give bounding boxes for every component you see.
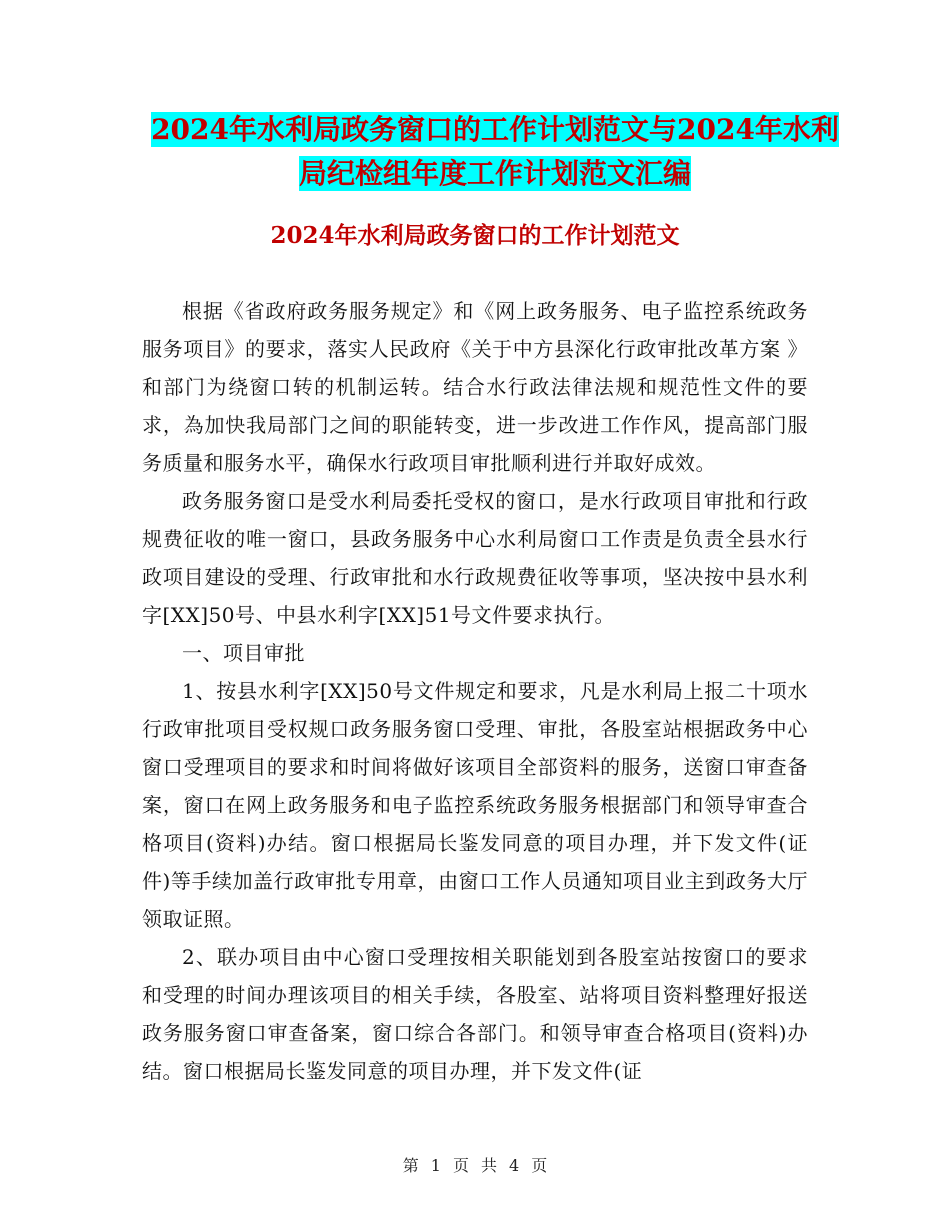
document-title bbox=[140, 108, 850, 196]
heading-project-approval: 一、项目审批 bbox=[182, 641, 305, 665]
footer-label-page: 第 bbox=[402, 1156, 419, 1175]
document-title-line-1: 2024年水利局政务窗口的工作计划范文与2024年水利 bbox=[151, 113, 839, 146]
footer-label-total: 共 bbox=[481, 1156, 498, 1175]
document-title-line-2: 局纪检组年度工作计划范文汇编 bbox=[298, 157, 691, 190]
page-footer bbox=[0, 1155, 950, 1177]
paragraph-4: 2、联办项目由中心窗口受理按相关职能划到各股室站按窗口的要求和受理的时间办理该项目的相关手续，各股室、站将项目资料整理好报送政务服务窗口审查备案，窗口综合各部门。和领导审查合格项目(资料)办结。窗口根据局长鉴发同意的项目办理，并下发文件(证 bbox=[142, 945, 808, 1083]
footer-label-ye2: 页 bbox=[531, 1156, 548, 1175]
document-body bbox=[142, 292, 808, 1090]
footer-current-page: 1 bbox=[430, 1156, 441, 1175]
section-title: 2024年水利局政务窗口的工作计划范文 bbox=[270, 222, 680, 249]
paragraph-2: 政务服务窗口是受水利局委托受权的窗口，是水行政项目审批和行政规费征收的唯一窗口，县政务服务中心水利局窗口工作责是负责全县水行政项目建设的受理、行政审批和水行政规费征收等事项，坚决按中县水利字[XX]50号、中县水利字[XX]51号文件要求执行。 bbox=[142, 489, 808, 627]
paragraph-3: 1、按县水利字[XX]50号文件规定和要求，凡是水利局上报二十项水行政审批项目受权规口政务服务窗口受理、审批，各股室站根据政务中心窗口受理项目的要求和时间将做好该项目全部资料的服务，送窗口审查备案，窗口在网上政务服务和电子监控系统政务服务根据部门和领导审查合格项目(资料)办结。窗口根据局长鉴发同意的项目办理，并下发文件(证件)等手续加盖行政审批专用章，由窗口工作人员通知项目业主到政务大厅领取证照。 bbox=[142, 679, 808, 931]
footer-label-ye: 页 bbox=[452, 1156, 469, 1175]
paragraph-1: 根据《省政府政务服务规定》和《网上政务服务、电子监控系统政务服务项目》的要求，落实人民政府《关于中方县深化行政审批改革方案 》 和部门为绕窗口转的机制运转。结合水行政法律法规和规范性文件的要求，為加快我局部门之间的职能转变，进一步改进工作作风，提高部门服务质量和服务水平，确保水行政项目审批顺利进行并取好成效。 bbox=[142, 299, 808, 475]
footer-total-pages: 4 bbox=[509, 1156, 520, 1175]
